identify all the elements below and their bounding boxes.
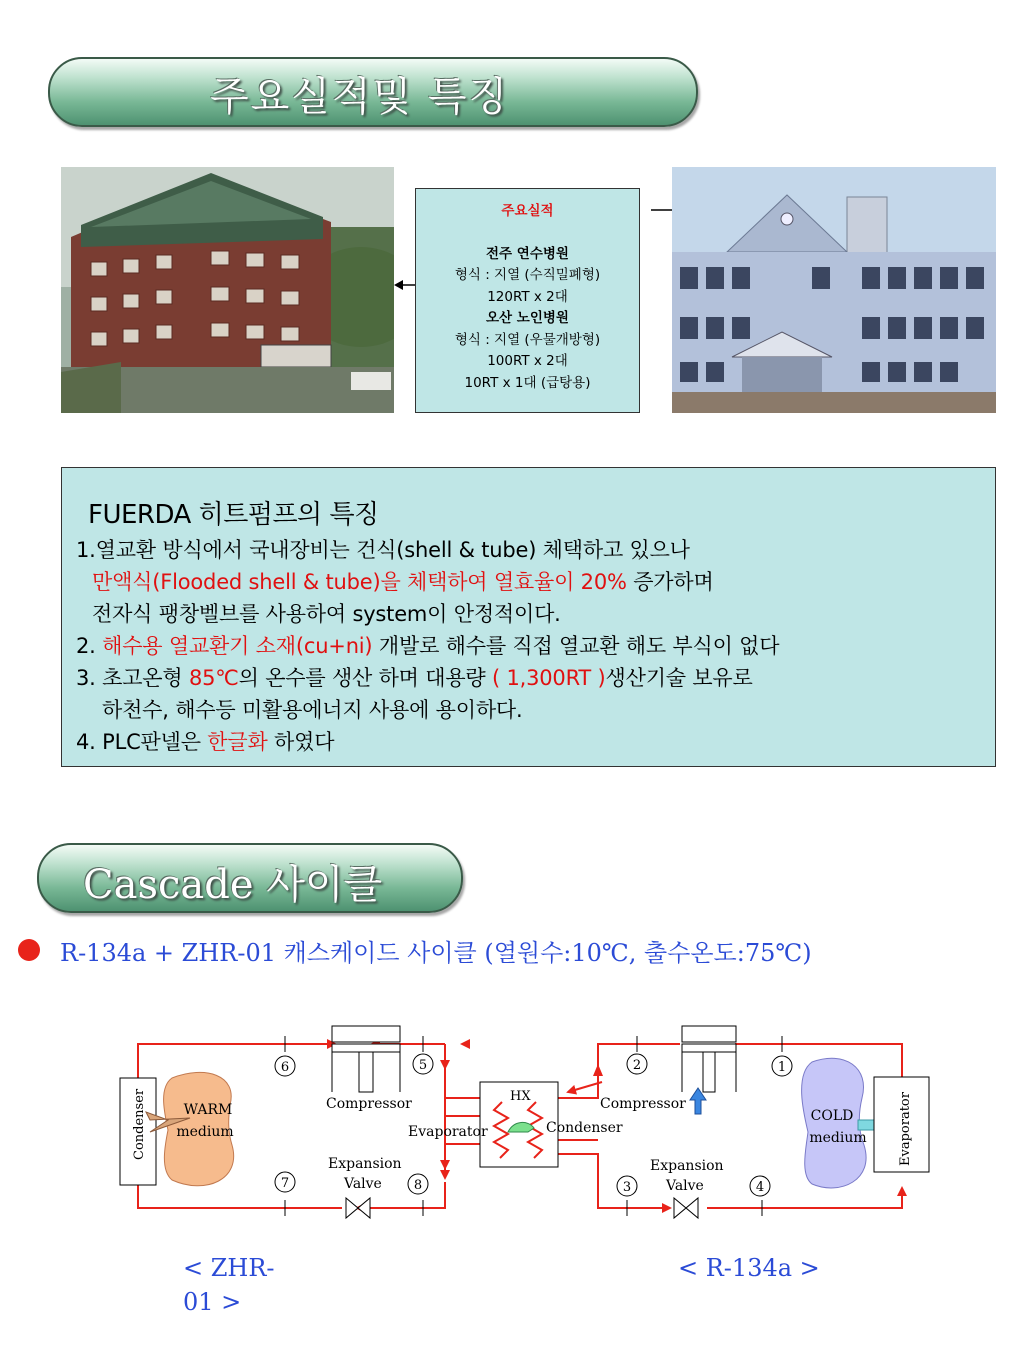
expansion-left-label-2: Valve: [344, 1176, 382, 1192]
compressor-right-icon: [682, 1026, 736, 1092]
feature-line-2-highlight: 만액식(Flooded shell & tube)을 체택하여 열효율이 20%: [92, 570, 627, 594]
hospital2-name: 오산 노인병원: [486, 310, 569, 326]
evaporator-mid-label: Evaporator: [408, 1124, 488, 1140]
page-title: 주요실적및 특징: [210, 74, 510, 120]
compressor-right-label: Compressor: [600, 1096, 686, 1112]
cold-medium-label: medium: [809, 1130, 867, 1146]
feature-line-5-temp: 85℃: [188, 666, 239, 690]
cascade-title: Cascade 사이클: [83, 862, 383, 908]
caption-r134a: < R-134a >: [678, 1254, 820, 1282]
warm-label: WARM: [183, 1102, 233, 1118]
feature-line-2: [92, 566, 714, 596]
warm-medium-label: medium: [176, 1124, 234, 1140]
features-title: FUERDA 히트펌프의 특징: [88, 500, 379, 530]
feature-line-7-tail: 하였다: [267, 730, 335, 754]
state-point-4: 4: [755, 1180, 765, 1195]
state-point-6: 6: [280, 1060, 290, 1075]
hospital1-name: 전주 연수병원: [486, 245, 569, 262]
expansion-left-label-1: Expansion: [328, 1156, 402, 1172]
feature-line-5-mid: 의 온수를 생산 하며 대용량: [238, 666, 492, 690]
cascade-diagram: [110, 1020, 940, 1240]
hx-label: HX: [510, 1089, 531, 1104]
cascade-subtitle: R-134a + ZHR-01 캐스케이드 사이클 (열원수:10℃, 출수온도:75℃): [60, 939, 812, 967]
feature-line-7: [76, 726, 334, 756]
hospital2-type: 형식 : 지열 (우물개방형): [454, 331, 601, 348]
bullet-dot-icon: [18, 939, 40, 961]
hospital1-capacity: 120RT x 2대: [487, 288, 568, 305]
condenser-left-label: Condenser: [132, 1088, 147, 1160]
hospital1-type: 형식 : 지열 (수직밀폐형): [454, 267, 601, 283]
expansion-valve-right-icon: [674, 1198, 698, 1218]
records-box: [415, 188, 640, 413]
feature-line-4-tail: 개발로 해수를 직접 열교환 해도 부식이 없다: [372, 634, 780, 658]
feature-line-5-capacity: ( 1,300RT ): [491, 666, 606, 690]
feature-line-2-tail: 증가하며: [626, 570, 714, 594]
condenser-mid-label: Condenser: [546, 1120, 623, 1136]
state-point-1: 1: [777, 1060, 787, 1075]
compressor-left-icon: [332, 1026, 400, 1092]
feature-line-5: [76, 662, 753, 692]
feature-line-6: 하천수, 해수등 미활용에너지 사용에 용이하다.: [102, 698, 523, 722]
feature-line-4-highlight: 해수용 열교환기 소재(cu+ni): [102, 634, 373, 658]
features-box: [61, 467, 996, 767]
header-banner: [48, 57, 698, 127]
cold-label: COLD: [810, 1108, 854, 1124]
expansion-right-label-1: Expansion: [650, 1158, 724, 1174]
state-point-3: 3: [622, 1180, 632, 1195]
state-point-7: 7: [280, 1176, 290, 1191]
records-heading: 주요실적: [501, 203, 554, 219]
feature-line-4: [76, 630, 779, 660]
expansion-right-label-2: Valve: [666, 1178, 704, 1194]
hospital-photo-left: [61, 167, 394, 413]
caption-zhr01: < ZHR-01 >: [183, 1254, 275, 1316]
hospital2-capacity: 100RT x 2대: [487, 353, 568, 369]
feature-line-5-pre: 3. 초고온형: [76, 666, 189, 690]
hospital-photo-right: [672, 167, 996, 413]
arrow-left-icon: [394, 278, 416, 292]
state-point-8: 8: [413, 1178, 423, 1193]
compressor-left-label: Compressor: [326, 1096, 412, 1112]
evaporator-right-label: Evaporator: [898, 1092, 913, 1166]
feature-line-3: 전자식 팽창벨브를 사용하여 system이 안정적이다.: [92, 602, 561, 626]
feature-line-1: 1.열교환 방식에서 국내장비는 건식(shell & tube) 체택하고 있으나: [76, 538, 690, 562]
feature-line-7-pre: 4. PLC판넬은: [76, 730, 208, 754]
state-point-5: 5: [418, 1058, 428, 1073]
feature-line-4-pre: 2.: [76, 634, 103, 658]
hospital2-extra: 10RT x 1대 (급탕용): [464, 374, 591, 391]
feature-line-5-tail: 생산기술 보유로: [605, 666, 753, 690]
feature-line-7-highlight: 한글화: [207, 730, 268, 754]
state-point-2: 2: [632, 1058, 642, 1073]
cascade-banner: [37, 843, 463, 913]
expansion-valve-left-icon: [346, 1198, 370, 1218]
